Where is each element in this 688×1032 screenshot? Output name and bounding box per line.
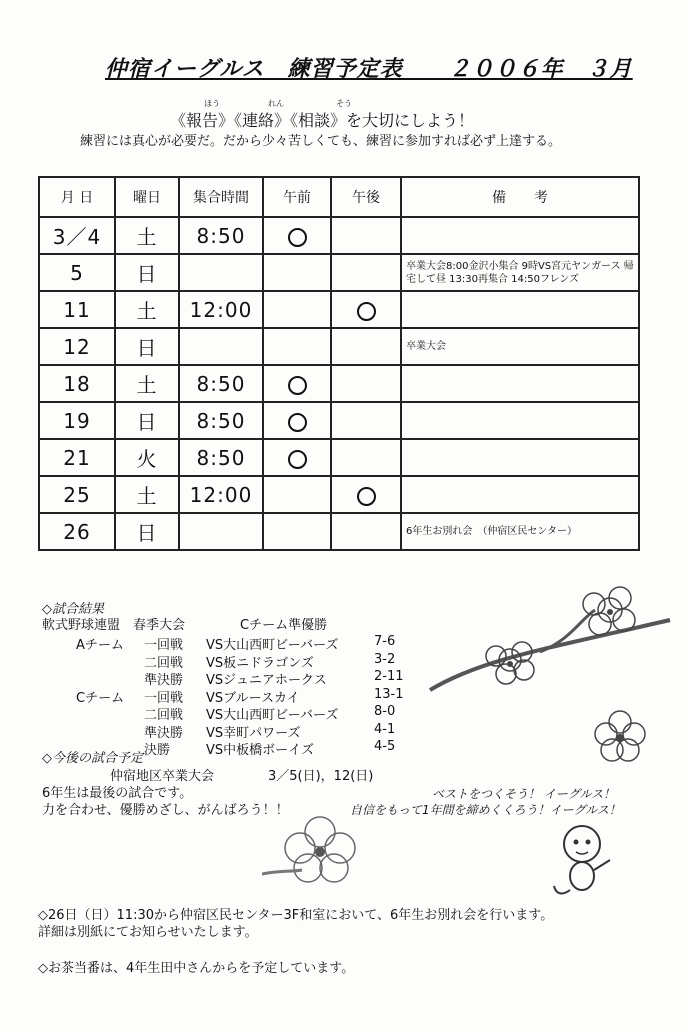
attendance-circle-icon bbox=[288, 413, 307, 432]
cell-note bbox=[401, 439, 639, 476]
game-score: 4-5 bbox=[374, 739, 396, 754]
table-row bbox=[39, 439, 639, 476]
cell-am bbox=[263, 217, 331, 254]
cell-pm bbox=[331, 402, 401, 439]
header-am: 午前 bbox=[263, 177, 331, 217]
cell-time: 8:50 bbox=[179, 402, 263, 439]
cell-date: 5 bbox=[39, 254, 115, 291]
furigana-houkoku: ほう bbox=[204, 99, 220, 108]
plum-blossom-illustration bbox=[590, 706, 650, 766]
cell-date: 21 bbox=[39, 439, 115, 476]
upcoming-event: 仲宿地区卒業大会 bbox=[110, 769, 215, 784]
notice-farewell: ◇26日（日）11:30から仲宿区民センター3F和室において、6年生お別れ会を行います。 bbox=[38, 908, 554, 923]
game-round: 一回戦 bbox=[144, 690, 184, 706]
cell-note bbox=[401, 476, 639, 513]
attendance-circle-icon bbox=[357, 302, 376, 321]
game-opponent: VS大山西町ビーバーズ bbox=[206, 708, 339, 723]
cell-date: 19 bbox=[39, 402, 115, 439]
game-score: 2-11 bbox=[374, 669, 404, 684]
game-opponent: VS幸町パワーズ bbox=[206, 725, 301, 741]
cell-time: 12:00 bbox=[179, 291, 263, 328]
table-row bbox=[39, 291, 639, 328]
cell-pm bbox=[331, 439, 401, 476]
game-team: Cチーム bbox=[76, 690, 125, 706]
cell-day: 日 bbox=[115, 513, 179, 550]
cell-am bbox=[263, 328, 331, 365]
game-score: 8-0 bbox=[374, 704, 396, 719]
cell-am bbox=[263, 365, 331, 402]
table-row bbox=[39, 365, 639, 402]
game-score: 3-2 bbox=[374, 651, 396, 667]
cell-note: 卒業大会8:00金沢小集合 9時VS宮元ヤンガース 帰宅して昼 13:30再集合 14:50フレンズ bbox=[401, 254, 639, 291]
attendance-circle-icon bbox=[288, 228, 307, 247]
cell-date: 26 bbox=[39, 513, 115, 550]
game-round: 一回戦 bbox=[144, 638, 184, 653]
game-opponent: VS大山西町ビーバーズ bbox=[206, 638, 339, 653]
table-row bbox=[39, 513, 639, 550]
cell-date: 12 bbox=[39, 328, 115, 365]
header-date: 月 日 bbox=[39, 177, 115, 217]
game-round: 準決勝 bbox=[144, 673, 184, 688]
cell-time: 8:50 bbox=[179, 439, 263, 476]
cell-pm bbox=[331, 513, 401, 550]
cell-day: 火 bbox=[115, 439, 179, 476]
cell-day: 土 bbox=[115, 365, 179, 402]
cell-pm bbox=[331, 291, 401, 328]
cell-note: 卒業大会 bbox=[401, 328, 639, 365]
cell-note bbox=[401, 365, 639, 402]
league-result: Cチーム準優勝 bbox=[240, 618, 328, 633]
table-row bbox=[39, 402, 639, 439]
header-notes: 備 考 bbox=[401, 177, 639, 217]
upcoming-heading: ◇今後の試合予定 bbox=[42, 751, 143, 766]
upcoming-line1: 6年生は最後の試合です。 bbox=[42, 786, 193, 801]
cell-date: 18 bbox=[39, 365, 115, 402]
game-team: Aチーム bbox=[76, 638, 124, 653]
practice-schedule-table bbox=[38, 176, 640, 551]
cell-note bbox=[401, 217, 639, 254]
monkey-mascot-illustration bbox=[548, 818, 618, 898]
cheer-line1: ベストをつくそう！ イーグルス！ bbox=[432, 787, 616, 801]
cell-am bbox=[263, 254, 331, 291]
upcoming-line2: 力を合わせ、優勝めざし、がんばろう！！ bbox=[42, 803, 289, 818]
cell-time bbox=[179, 513, 263, 550]
notice-tea-duty: ◇お茶当番は、4年生田中さんからを予定しています。 bbox=[38, 961, 355, 976]
cell-pm bbox=[331, 476, 401, 513]
cell-day: 土 bbox=[115, 217, 179, 254]
cell-am bbox=[263, 513, 331, 550]
cell-pm bbox=[331, 254, 401, 291]
cell-am bbox=[263, 476, 331, 513]
cell-pm bbox=[331, 328, 401, 365]
table-row bbox=[39, 476, 639, 513]
attendance-circle-icon bbox=[288, 376, 307, 395]
game-opponent: VSジュニアホークス bbox=[206, 673, 327, 688]
cell-note bbox=[401, 291, 639, 328]
cell-time: 8:50 bbox=[179, 217, 263, 254]
upcoming-dates: 3／5(日)，12(日) bbox=[268, 769, 374, 784]
cell-day: 土 bbox=[115, 476, 179, 513]
header-time: 集合時間 bbox=[179, 177, 263, 217]
cell-date: 25 bbox=[39, 476, 115, 513]
game-score: 13-1 bbox=[374, 686, 404, 702]
game-round: 二回戦 bbox=[144, 708, 184, 723]
page-title: 仲宿イーグルス 練習予定表 ２００６年 ３月 bbox=[105, 57, 633, 82]
game-round: 二回戦 bbox=[144, 655, 184, 671]
game-score: 7-6 bbox=[374, 634, 396, 649]
slogan-main: 《報告》《連絡》《相談》を大切にしよう！ bbox=[170, 111, 475, 130]
cell-pm bbox=[331, 365, 401, 402]
game-score: 4-1 bbox=[374, 721, 396, 737]
furigana-soudan: そう bbox=[336, 99, 352, 108]
game-opponent: VSブルースカイ bbox=[206, 690, 300, 706]
cell-time: 12:00 bbox=[179, 476, 263, 513]
cell-day: 日 bbox=[115, 328, 179, 365]
league-name: 軟式野球連盟 春季大会 bbox=[42, 618, 186, 633]
plum-branch-illustration bbox=[420, 580, 680, 710]
table-row bbox=[39, 217, 639, 254]
game-round: 決勝 bbox=[144, 743, 171, 758]
table-row bbox=[39, 328, 639, 365]
cell-day: 土 bbox=[115, 291, 179, 328]
results-heading: ◇試合結果 bbox=[42, 602, 104, 617]
game-round: 準決勝 bbox=[144, 725, 184, 741]
cell-note bbox=[401, 402, 639, 439]
notice-details: 詳細は別紙にてお知らせいたします。 bbox=[38, 925, 258, 940]
plum-blossom-large-illustration bbox=[262, 812, 372, 884]
game-opponent: VS中板橋ボーイズ bbox=[206, 743, 315, 758]
table-header-row bbox=[39, 177, 639, 217]
cell-day: 日 bbox=[115, 254, 179, 291]
header-pm: 午後 bbox=[331, 177, 401, 217]
cell-date: 11 bbox=[39, 291, 115, 328]
cell-pm bbox=[331, 217, 401, 254]
cheer-line2: 自信をもって1年間を締めくくろう！イーグルス！ bbox=[350, 803, 621, 817]
cell-time bbox=[179, 328, 263, 365]
cell-date: 3／4 bbox=[39, 217, 115, 254]
cell-am bbox=[263, 291, 331, 328]
cell-note: 6年生お別れ会 （仲宿区民センター） bbox=[401, 513, 639, 550]
header-day: 曜日 bbox=[115, 177, 179, 217]
cell-day: 日 bbox=[115, 402, 179, 439]
game-opponent: VS板ニドラゴンズ bbox=[206, 655, 314, 671]
attendance-circle-icon bbox=[288, 450, 307, 469]
attendance-circle-icon bbox=[357, 487, 376, 506]
cell-time bbox=[179, 254, 263, 291]
cell-am bbox=[263, 439, 331, 476]
furigana-renraku: れん bbox=[268, 99, 284, 108]
slogan-sub: 練習には真心が必要だ。だから少々苦しくても、練習に参加すれば必ず上達する。 bbox=[80, 134, 562, 149]
cell-time: 8:50 bbox=[179, 365, 263, 402]
cell-am bbox=[263, 402, 331, 439]
table-row bbox=[39, 254, 639, 291]
